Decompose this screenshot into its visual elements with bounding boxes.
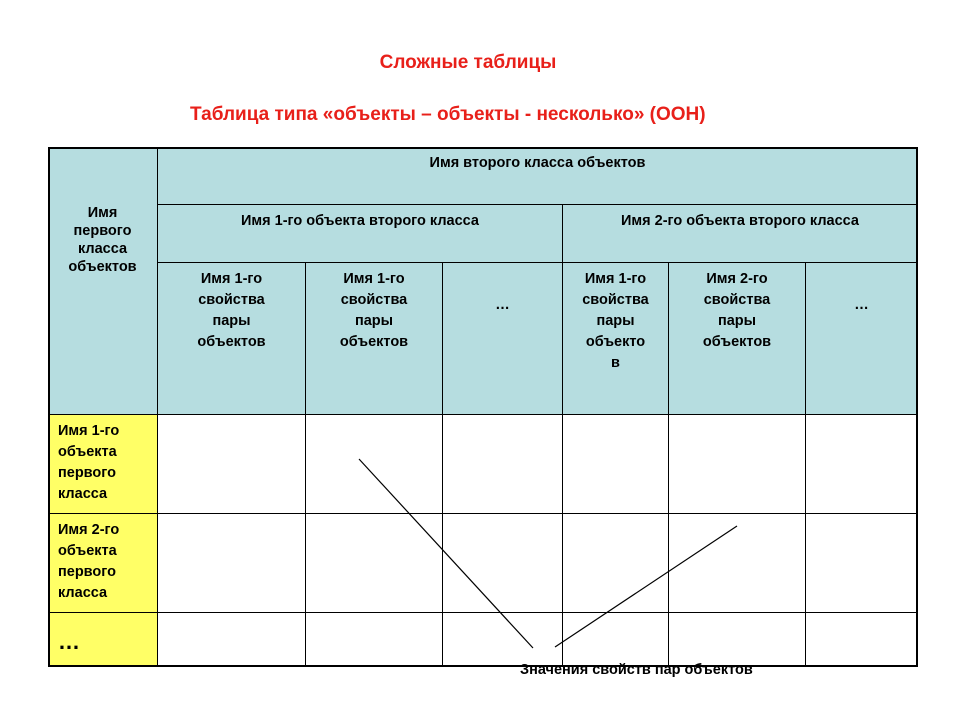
corner-line-4: объектов (68, 259, 137, 275)
object1-header-label: Имя 1-го объекта второго класса (241, 213, 479, 229)
row-header-3-line: … (58, 629, 84, 654)
row-header-2-line: первого (58, 564, 116, 580)
object2-header-label: Имя 2-го объекта второго класса (621, 213, 859, 229)
prop-header-5-line: объектов (702, 334, 772, 350)
pointer-line-right (555, 526, 737, 647)
prop-header-4-line: в (611, 355, 620, 371)
row-header-1-line: класса (58, 486, 108, 502)
prop-header-4-line: Имя 1-го (584, 271, 647, 287)
corner-line-1: Имя (87, 205, 118, 221)
second-class-header-label: Имя второго класса объектов (429, 155, 646, 171)
row-header-2-line: Имя 2-го (58, 522, 120, 538)
row-header-2-line: объекта (58, 543, 117, 559)
slide-subtitle: Таблица типа «объекты – объекты - несколько» (ООН) (190, 104, 706, 125)
prop-header-2-line: Имя 1-го (343, 271, 405, 287)
row-header-1-line: объекта (58, 444, 117, 460)
prop-header-2-line: свойства (340, 292, 408, 308)
prop-header-1-line: пары (212, 313, 251, 329)
prop-header-5-line: Имя 2-го (706, 271, 768, 287)
prop-header-1-line: объектов (197, 334, 266, 350)
values-caption: Значения свойств пар объектов (520, 662, 753, 678)
row-header-1-line: первого (58, 465, 116, 481)
corner-line-2: первого (73, 223, 132, 239)
prop-header-4-line: свойства (582, 292, 649, 308)
slide-title: Сложные таблицы (379, 52, 557, 73)
row-header-1-line: Имя 1-го (58, 423, 120, 439)
prop-header-3-line: … (495, 297, 510, 313)
row-header-2-line: класса (58, 585, 108, 601)
corner-line-3: класса (77, 241, 128, 257)
prop-header-2-line: пары (354, 313, 394, 329)
prop-header-1-line: свойства (198, 292, 265, 308)
prop-header-1-line: Имя 1-го (200, 271, 263, 287)
prop-header-5-line: пары (717, 313, 757, 329)
prop-header-5-line: свойства (703, 292, 771, 308)
pointer-line-left (359, 459, 533, 648)
prop-header-6-line: … (854, 297, 869, 313)
prop-header-4-line: пары (596, 313, 635, 329)
prop-header-4-line: объекто (585, 334, 646, 350)
prop-header-2-line: объектов (339, 334, 409, 350)
